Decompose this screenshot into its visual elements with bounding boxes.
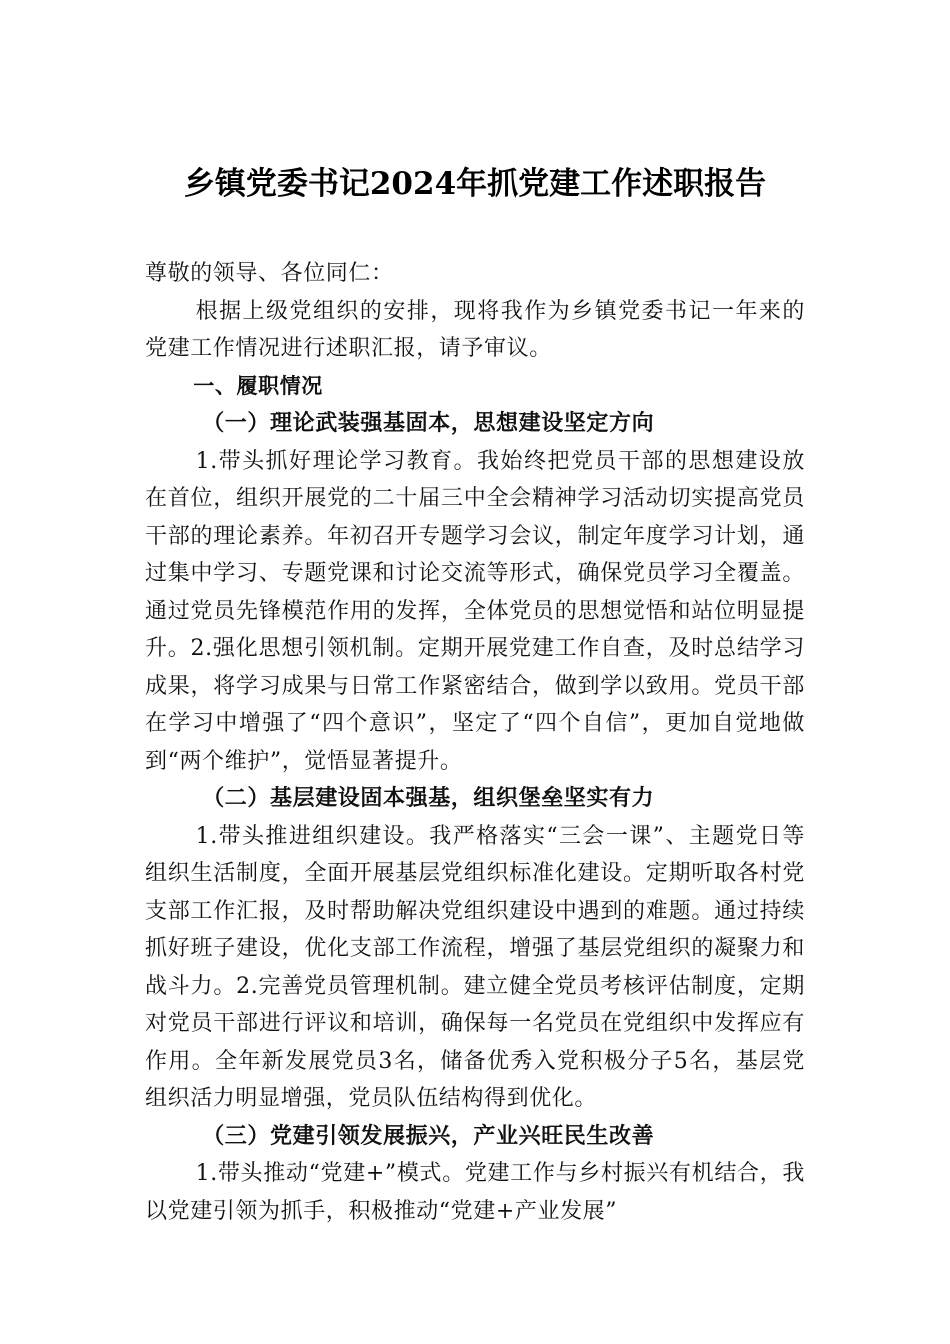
document-title: 乡镇党委书记2024年抓党建工作述职报告: [183, 166, 767, 202]
subsection-paragraph-3: 1.带头推动“党建+”模式。党建工作与乡村振兴有机结合，我以党建引领为抓手，积极推动“党建+产业发展”: [145, 1161, 805, 1224]
intro-paragraph: 根据上级党组织的安排，现将我作为乡镇党委书记一年来的党建工作情况进行述职汇报，请予审议。: [145, 298, 805, 361]
subsection-heading-1: （一）理论武装强基固本，思想建设坚定方向: [202, 410, 655, 436]
salutation: 尊敬的领导、各位同仁：: [145, 261, 394, 286]
subsection-heading-2: （二）基层建设固本强基，组织堡垒坚实有力: [202, 785, 655, 811]
subsection-paragraph-2: 1.带头推进组织建设。我严格落实“三会一课”、主题党日等组织生活制度，全面开展基层党组织标准化建设。定期听取各村党支部工作汇报，及时帮助解决党组织建设中遇到的难题。通过持续抓好班子建设，优化支部工作流程，增强了基层党组织的凝聚力和战斗力。2.完善党员管理机制。建立健全党员考核评估制度，定期对党员干部进行评议和培训，确保每一名党员在党组织中发挥应有作用。全年新发展党员3名，储备优秀入党积极分子5名，基层党组织活力明显增强，党员队伍结构得到优化。: [145, 823, 805, 1111]
section-heading-1: 一、履职情况: [193, 373, 323, 398]
subsection-heading-3: （三）党建引领发展振兴，产业兴旺民生改善: [202, 1122, 655, 1149]
document-body: [145, 255, 805, 1230]
subsection-paragraph-1: 1.带头抓好理论学习教育。我始终把党员干部的思想建设放在首位，组织开展党的二十届三中全会精神学习活动切实提高党员干部的理论素养。年初召开专题学习会议，制定年度学习计划，通过集中学习、专题党课和讨论交流等形式，确保党员学习全覆盖。通过党员先锋模范作用的发挥，全体党员的思想觉悟和站位明显提升。2.强化思想引领机制。定期开展党建工作自查，及时总结学习成果，将学习成果与日常工作紧密结合，做到学以致用。党员干部在学习中增强了“四个意识”，坚定了“四个自信”，更加自觉地做到“两个维护”，觉悟显著提升。: [145, 448, 805, 774]
